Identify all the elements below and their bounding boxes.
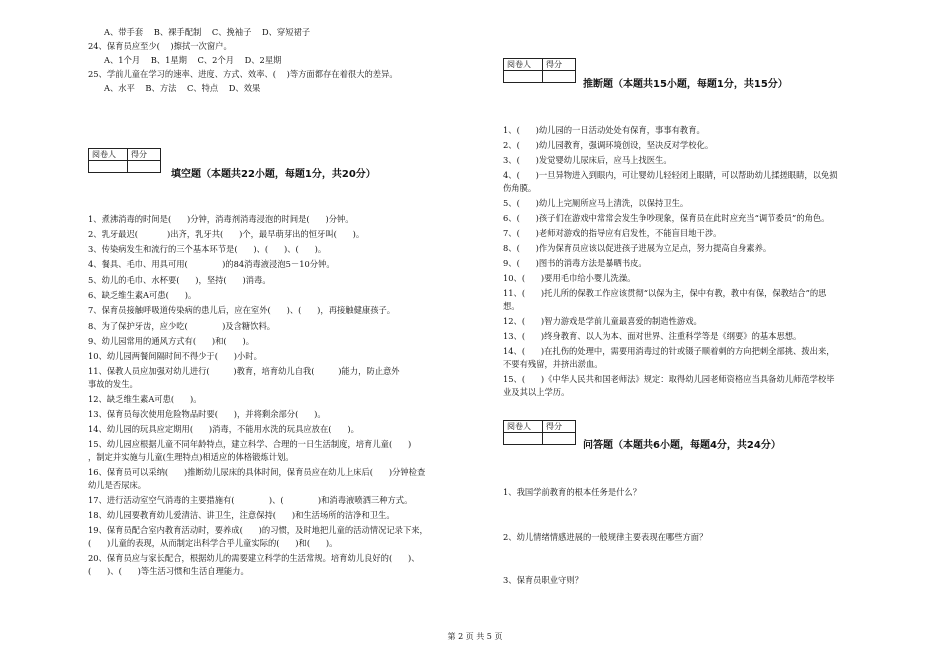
judge-line: 8、( )作为保育员应该以促进孩子进展为立足点，努力提高自身素养。 [503,243,772,253]
judge-line: 9、( )图书的消毒方法是暴晒书皮。 [503,258,647,268]
judge-line: 7、( )老师对游戏的指导应有启发性，不能盲目地干涉。 [503,228,722,238]
fill-line: 18、幼儿园要教育幼儿爱清洁、讲卫生，注意保持( )和生活场所的洁净和卫生。 [88,510,395,520]
judge-line: 3、( )发觉婴幼儿尿床后，应马上找医生。 [503,155,672,165]
fill-line: 13、保育员每次使用危险物品时要( )，并将剩余部分( )。 [88,409,326,419]
score-cell [543,71,576,83]
score-label: 得分 [543,59,576,71]
judge-line: 4、( )一旦异物进入到眼内，可让婴幼儿轻轻闭上眼睛，可以帮助幼儿揉搓眼睛，以免损 [503,170,838,180]
qa-section-title: 问答题（本题共6小题，每题4分，共24分） [583,440,781,451]
judge-line: 1、( )幼儿园的一日活动处处有保育，事事有教育。 [503,125,705,135]
reviewer-label: 阅卷人 [504,421,543,433]
judge-line: 14、( )在扎伤的处理中，需要用消毒过的针或镊子顺着刺的方向把刺全部挑、拨出来， [503,346,835,356]
fill-line: 10、幼儿园两餐间隔时间不得少于( )小时。 [88,351,262,361]
score-label: 得分 [128,149,161,161]
fill-line: 6、缺乏维生素A可患( )。 [88,290,197,300]
reviewer-cell [89,161,128,173]
reviewer-label: 阅卷人 [504,59,543,71]
fill-line: 15、幼儿园应根据儿童不同年龄特点，建立科学、合理的一日生活制度，培育儿童( ) [88,439,412,449]
fill-line: 8、为了保护牙齿，应少吃( )及含糖饮料。 [88,321,276,331]
fill-line: 17、进行活动室空气消毒的主要措施有( )、( )和消毒液喷洒三种方式。 [88,495,413,505]
fill-line: 20、保育员应与家长配合，根据幼儿的需要建立科学的生活常规。培育幼儿良好的( )、 [88,553,420,563]
option-line: A、1个月 B、1星期 C、2个月 D、2星期 [104,55,282,65]
judge-line: 10、( )要用毛巾给小婴儿洗澡。 [503,273,636,283]
fill-line: 16、保育员可以采纳( )推断幼儿尿床的具体时间，保育员应在幼儿上床后( )分钟检查 [88,467,426,477]
judge-line: 想。 [503,301,520,311]
judge-line: 12、( )智力游戏是学前儿童最喜爱的制造性游戏。 [503,316,702,326]
fill-line: 2、乳牙最迟( )出齐，乳牙共( )个，最早萌芽出的恒牙叫( )。 [88,229,365,239]
judge-line: 伤角膜。 [503,183,537,193]
score-cell [128,161,161,173]
qa-question-3: 3、保育员职业守则？ [503,575,583,585]
reviewer-cell [504,433,543,445]
judge-line: 15、( )《中华人民共和国老师法》规定：取得幼儿园老师资格应当具备幼儿师范学校毕 [503,374,835,384]
reviewer-cell [504,71,543,83]
fill-line: 幼儿是否尿床。 [88,480,147,490]
score-label: 得分 [543,421,576,433]
fill-section-title: 填空题（本题共22小题，每题1分，共20分） [171,169,376,180]
question-24: 24、保育员应至少( )擦拭一次窗户。 [88,41,232,51]
fill-line: ( )儿童的表现，从而制定出科学合乎儿童实际的( )和( )。 [88,538,338,548]
fill-line: ( )、( )等生活习惯和生活自理能力。 [88,566,249,576]
score-box [503,58,576,83]
question-25: 25、学前儿童在学习的速率、进度、方式、效率、( )等方面都存在着很大的差异。 [88,69,398,79]
score-box [88,148,161,173]
score-box [503,420,576,445]
qa-question-1: 1、我国学前教育的根本任务是什么？ [503,487,642,497]
judge-line: 11、( )托儿所的保教工作应该贯彻“以保为主，保中有教，教中有保，保教结合”的思 [503,288,827,298]
reviewer-label: 阅卷人 [89,149,128,161]
fill-line: 事故的发生。 [88,379,138,389]
fill-line: 14、幼儿园的玩具应定期用( )消毒，不能用水洗的玩具应放在( )。 [88,424,359,434]
fill-line: ，制定并实施与儿童(生理特点)相适应的体格锻炼计划。 [88,452,294,462]
judge-line: 不要有残留，并挤出淤血。 [503,359,603,369]
qa-question-2: 2、幼儿情绪情感进展的一般规律主要表现在哪些方面？ [503,532,708,542]
page-footer: 第 2 页 共 5 页 [447,632,503,641]
fill-line: 11、保教人员应加强对幼儿进行( )教育，培育幼儿自我( )能力，防止意外 [88,366,400,376]
judge-line: 13、( )终身教育、以人为本、面对世界、注重科学等是《纲要》的基本思想。 [503,331,802,341]
fill-line: 7、保育员接触呼吸道传染病的患儿后，应在室外( )、( )，再接触健康孩子。 [88,305,396,315]
judge-section-title: 推断题（本题共15小题，每题1分，共15分） [583,79,788,90]
score-cell [543,433,576,445]
fill-line: 19、保育员配合室内教育活动时，要养成( )的习惯，及时地把儿童的活动情况记录下来， [88,525,428,535]
fill-line: 3、传染病发生和流行的三个基本环节是( )、( )、( )。 [88,244,327,254]
fill-line: 1、煮沸消毒的时间是( )分钟，消毒剂消毒浸泡的时间是( )分钟。 [88,214,354,224]
judge-line: 6、( )孩子们在游戏中常常会发生争吵现象，保育员在此时应充当“调节委员”的角色。 [503,213,830,223]
judge-line: 2、( )幼儿园教育，强调环境创设，坚决反对学校化。 [503,140,714,150]
option-line: A、水平 B、方法 C、特点 D、效果 [104,83,261,93]
option-line: A、带手套 B、裸手配制 C、挽袖子 D、穿短裙子 [104,27,311,37]
fill-line: 4、餐具、毛巾、用具可用( )的84消毒液浸泡5－10分钟。 [88,259,335,269]
judge-line: 5、( )幼儿上完厕所应马上清洗，以保持卫生。 [503,198,689,208]
judge-line: 业及其以上学历。 [503,387,570,397]
fill-line: 12、缺乏维生素A可患( )。 [88,394,202,404]
fill-line: 9、幼儿园常用的通风方式有( )和( )。 [88,336,255,346]
fill-line: 5、幼儿的毛巾、水杯要( )，坚持( )消毒。 [88,275,271,285]
